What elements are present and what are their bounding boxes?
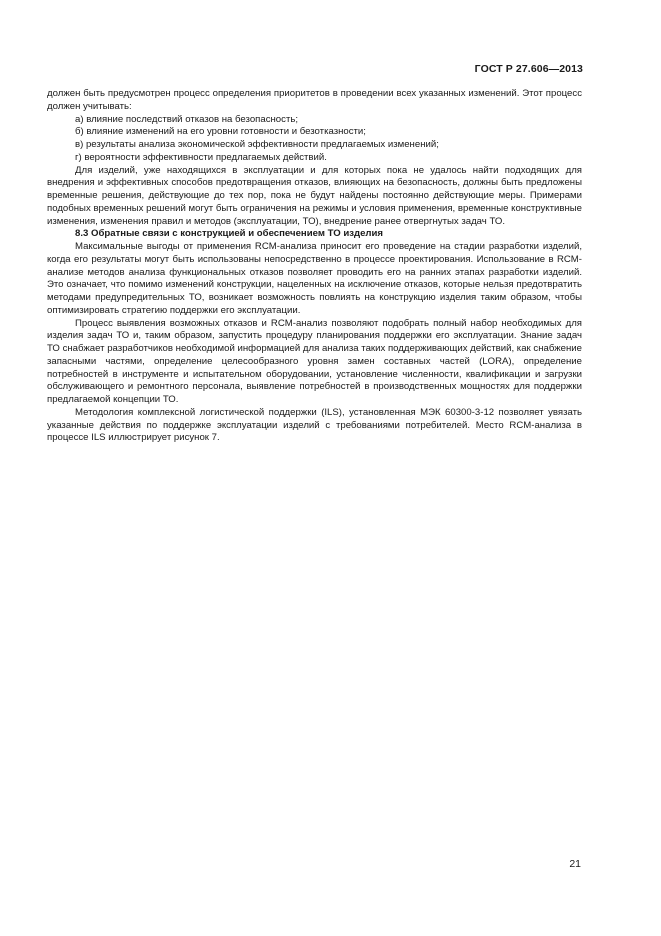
paragraph-continuation: должен быть предусмотрен процесс определения приоритетов в проведении всех указанных изменений. Этот процесс должен учитывать: [47, 88, 582, 112]
list-item-a: а) влияние последствий отказов на безопасность; [75, 113, 298, 125]
list-item-d: г) вероятности эффективности предлагаемых действий. [75, 151, 327, 163]
list-item-b: б) влияние изменений на его уровни готовности и безотказности; [75, 126, 366, 138]
document-body [47, 88, 582, 445]
paragraph-temporary-solutions: Для изделий, уже находящихся в эксплуатации и для которых пока не удалось найти подходящих для внедрения и эффективных способов предотвращения отказов, влияющих на безопасность, должны быть предложены временные решения, действующие до тех пор, пока не будут найдены постоянно действующие меры. Примерами подобных временных решений могут быть ограничения на режимы и условия применения, временные конструктивные изменения, изменения правил и методов (эксплуатации, ТО), внедрение ранее отвергнутых задач ТО. [47, 164, 582, 227]
page-number: 21 [569, 858, 581, 870]
paragraph-failure-identification: Процесс выявления возможных отказов и RCM-анализ позволяют подобрать полный набор необходимых для изделия задач ТО и, таким образом, запустить процедуру планирования поддержки его эксплуатации. Знание задач ТО снабжает разработчиков необходимой информацией для анализа таких поддерживающих действий, как снабжение запасными частями, определение целесообразного уровня замен составных частей (LORA), определение потребностей в инструменте и испытательном оборудовании, установление численности, квалификации и загрузки обслуживающего и ремонтного персонала, выявление потребностей в производственных мощностях для поддержки предлагаемой концепции ТО. [47, 317, 582, 405]
paragraph-rcm-benefits: Максимальные выгоды от применения RCM-анализа приносит его проведение на стадии разработки изделий, когда его результаты могут быть использованы непосредственно в процессе проектирования. Использование в RCM-анализе методов анализа функциональных отказов позволяет проводить его на ранних этапах разработки изделий. Это означает, что помимо изменений конструкции, нацеленных на исключение отказов, которые нельзя предотвратить методами предупредительных ТО, возникает возможность повлиять на конструкцию изделия таким образом, чтобы оптимизировать стратегию поддержки его эксплуатации. [47, 241, 582, 316]
section-heading-8-3: 8.3 Обратные связи с конструкцией и обеспечением ТО изделия [75, 228, 384, 240]
list-item-c: в) результаты анализа экономической эффективности предлагаемых изменений; [75, 139, 439, 150]
standard-designation: ГОСТ Р 27.606—2013 [474, 63, 583, 75]
paragraph-ils-methodology: Методология комплексной логистической поддержки (ILS), установленная МЭК 60300-3-12 позволяет увязать указанные действия по поддержке эксплуатации изделий с требованиями потребителей. Место RCM-анализа в процессе ILS иллюстрирует рисунок 7. [47, 406, 582, 444]
